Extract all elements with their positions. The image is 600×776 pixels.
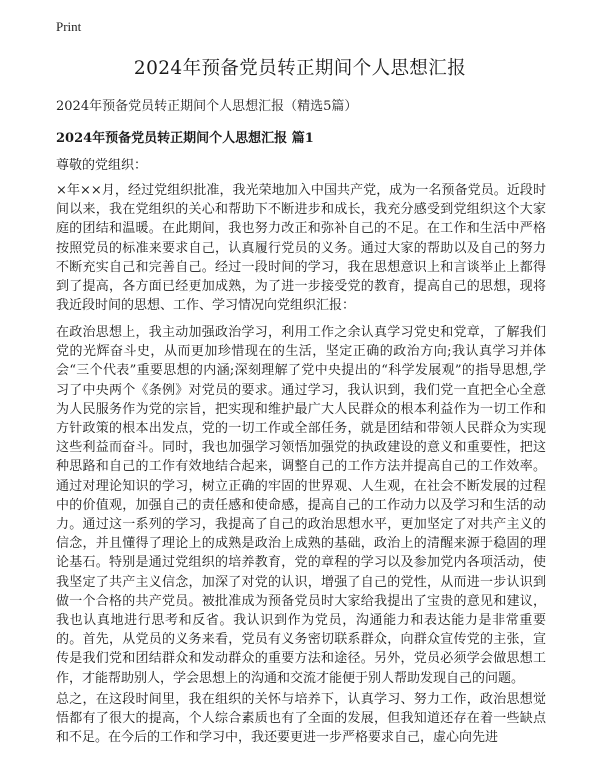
document-subtitle: 2024年预备党员转正期间个人思想汇报（精选5篇）	[56, 99, 358, 114]
salutation: 尊敬的党组织：	[56, 158, 148, 173]
paragraph-intro: ×年××月，经过党组织批准，我光荣地加入中国共产党，成为一名预备党员。近段时间以来，我在党组织的关心和帮助下不断进步和成长，我充分感受到党组织这个大家庭的团结和温暖。在此期间，我也努力改正和弥补自己的不足。在工作和生活中严格按照党员的标准来要求自己，认真履行党员的义务。通过大家的帮助以及自己的努力不断充实自己和完善自己。经过一段时间的学习，我在思想意识上和言谈举止上都得到了提高，各方面已经更加成熟，为了进一步接受党的教育，提高自己的思想，现将我近段时间的思想、工作、学习情况向党组织汇报：	[56, 183, 546, 314]
document-title: 2024年预备党员转正期间个人思想汇报	[133, 58, 467, 79]
paragraph-summary: 总之，在这段时间里，我在组织的关怀与培养下，认真学习、努力工作，政治思想觉悟都有了很大的提高，个人综合素质也有了全面的发展，但我知道还存在着一些缺点和不足。在今后的工作和学习中，我还要更进一步严格要求自己，虚心向先进	[56, 692, 546, 746]
paragraph-political-thought: 在政治思想上，我主动加强政治学习，利用工作之余认真学习党史和党章，了解我们党的光辉奋斗史，从而更加珍惜现在的生活，坚定正确的政治方向;我认真学习并体会“三个代表”重要思想的内涵;深刻理解了党中央提出的“科学发展观”的指导思想,学习了中央两个《条例》对党员的要求。通过学习，我认识到，我们党一直把全心全意为人民服务作为党的宗旨，把实现和维护最广大人民群众的根本利益作为一切工作和方针政策的根本出发点，党的一切工作或全部任务，就是团结和带领人民群众为实现这些利益而奋斗。同时，我也加强学习领悟加强党的执政建设的意义和重要性，把这种思路和自己的工作有效地结合起来，调整自己的工作方法并提高自己的工作效率。通过对理论知识的学习，树立正确的牢固的世界观、人生观，在社会不断发展的过程中的价值观，加强自己的责任感和使命感，提高自己的工作动力以及学习和生活的动力。通过这一系列的学习，我提高了自己的政治思想水平，更加坚定了对共产主义的信念，并且懂得了理论上的成熟是政治上成熟的基础，政治上的清醒来源于稳固的理论基石。特别是通过党组织的培养教育，党的章程的学习以及参加党内各项活动，使我坚定了共产主义信念，加深了对党的认识，增强了自己的党性，从而进一步认识到做一个合格的共产党员。被批准成为预备党员时大家给我提出了宝贵的意见和建议，我也认真地进行思考和反省。我认识到作为党员，沟通能力和表达能力是非常重要的。首先，从党员的义务来看，党员有义务密切联系群众，向群众宣传党的主张，宣传是我们党和团结群众和发动群众的重要方法和途径。另外，党员必须学会做思想工作，才能帮助别人，学会思想上的沟通和交流才能便于别人帮助发现自己的问题。	[56, 325, 546, 686]
print-link[interactable]: Print	[56, 19, 82, 34]
section-heading: 2024年预备党员转正期间个人思想汇报 篇1	[56, 131, 314, 146]
